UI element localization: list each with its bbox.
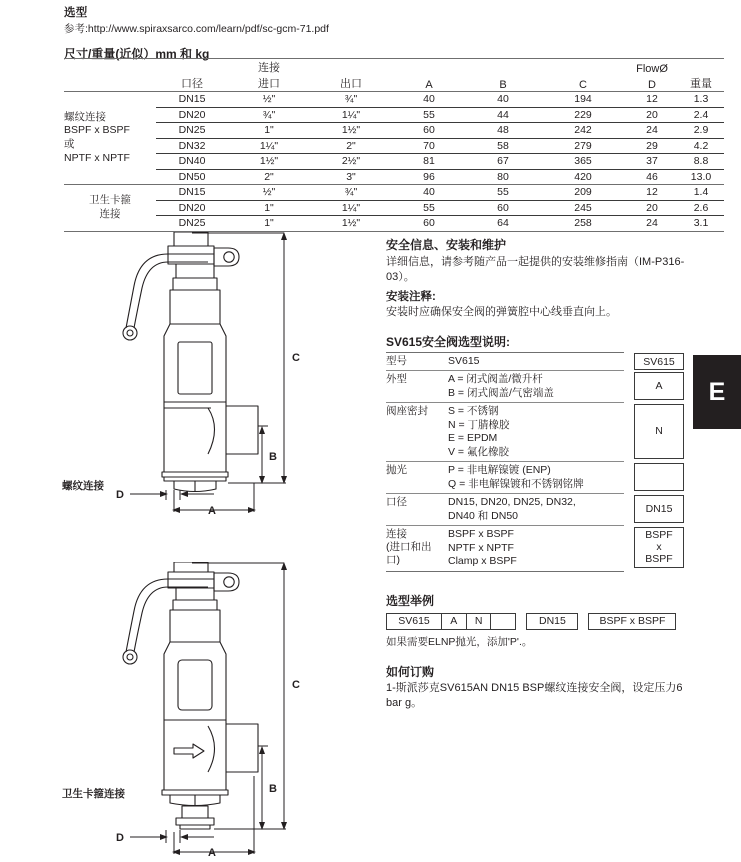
- example-cell: A: [441, 613, 467, 630]
- code-box-text: BSPF x BSPF: [645, 529, 673, 566]
- cell-outlet: 1½": [310, 216, 392, 232]
- table-row: [64, 200, 724, 216]
- cell-c: 209: [540, 185, 626, 201]
- clamp-valve-drawing: [96, 562, 366, 862]
- guide-value-line: BSPF x BSPF: [448, 528, 514, 540]
- cell-inlet: 1": [228, 216, 310, 232]
- example-cell: [490, 613, 516, 630]
- cell-inlet: ½": [228, 185, 310, 201]
- order-title: 如何订购: [386, 664, 435, 679]
- cell-a: 40: [392, 92, 466, 108]
- group-label-line: 或: [64, 138, 75, 150]
- table-row: [64, 123, 724, 139]
- code-box-text: DN15: [645, 502, 673, 515]
- guide-row-values: [448, 526, 624, 572]
- dim-label-a: A: [208, 505, 216, 517]
- cell-a: 96: [392, 169, 466, 185]
- table-row: [64, 107, 724, 123]
- guide-row-values: [448, 462, 624, 494]
- cell-c: 242: [540, 123, 626, 139]
- threaded-valve-svg: [96, 232, 366, 532]
- dimensions-table: [64, 58, 724, 233]
- example-cell: BSPF x BSPF: [588, 613, 676, 630]
- guide-row-label: [386, 494, 448, 526]
- table-row: [64, 216, 724, 232]
- guide-value-line: Q = 非电解镍镀和不锈钢铭牌: [448, 477, 584, 490]
- table-row: [64, 169, 724, 185]
- header-b: B: [499, 79, 507, 91]
- cell-c: 229: [540, 107, 626, 123]
- cell-size: DN20: [156, 200, 228, 216]
- header-d: D: [648, 79, 656, 91]
- cell-size: DN15: [156, 185, 228, 201]
- clamp-valve-svg: [96, 562, 366, 857]
- cell-d: 12: [626, 185, 678, 201]
- cell-a: 60: [392, 123, 466, 139]
- guide-table: [386, 352, 624, 576]
- cell-c: 279: [540, 138, 626, 154]
- example-spacer-1: [516, 613, 526, 630]
- guide-code-box: [634, 404, 684, 459]
- cell-size: DN20: [156, 107, 228, 123]
- example-cell: DN15: [526, 613, 578, 630]
- dim-label-d: D: [116, 489, 124, 501]
- cell-outlet: 1½": [310, 123, 392, 139]
- section-tab-e: [693, 355, 741, 429]
- guide-value-line: SV615: [448, 354, 480, 367]
- cell-inlet: ½": [228, 92, 310, 108]
- header-weight: 重量: [690, 78, 712, 90]
- dim-label-b2: B: [269, 783, 277, 795]
- guide-row-values: [448, 494, 624, 526]
- dim-label-a2: A: [208, 847, 216, 857]
- guide-row-label: [386, 462, 448, 494]
- guide-value-line: NPTF x NPTF: [448, 541, 514, 554]
- cell-inlet: ¾": [228, 107, 310, 123]
- cell-outlet: 1¼": [310, 200, 392, 216]
- cell-d: 20: [626, 200, 678, 216]
- table-row: [64, 154, 724, 170]
- header-flow-dia: FlowØ: [626, 59, 678, 76]
- install-body: 安装时应确保安全阀的弹簧腔中心线垂直向上。: [386, 306, 617, 318]
- order-body: 1-斯派莎克SV615AN DN15 BSP螺纹连接安全阀，设定压力6 bar g。: [386, 681, 683, 709]
- cell-b: 40: [466, 92, 540, 108]
- clamp-drawing-caption: 卫生卡箍连接: [62, 788, 125, 800]
- cell-size: DN25: [156, 216, 228, 232]
- cell-outlet: 2½": [310, 154, 392, 170]
- reference-label: 参考:: [64, 23, 88, 35]
- cell-a: 40: [392, 185, 466, 201]
- cell-size: DN32: [156, 138, 228, 154]
- cell-weight: 1.4: [678, 185, 724, 201]
- safety-title: 安全信息、安装和维护: [386, 238, 507, 252]
- selection-guide: [386, 333, 686, 576]
- guide-value-line: DN40 和 DN50: [448, 509, 519, 522]
- cell-weight: 8.8: [678, 154, 724, 170]
- group-label-line: BSPF x BSPF: [64, 124, 130, 137]
- selection-title: 选型: [64, 7, 88, 19]
- guide-row-label: [386, 371, 448, 403]
- guide-value-line: B = 闭式阀盖/气密端盖: [448, 386, 554, 399]
- guide-label-line: 抛光: [386, 464, 407, 476]
- guide-label-line: 连接: [386, 528, 407, 540]
- cell-inlet: 1½": [228, 154, 310, 170]
- cell-inlet: 2": [228, 169, 310, 185]
- cell-weight: 2.6: [678, 200, 724, 216]
- cell-b: 80: [466, 169, 540, 185]
- dimensions-title: 尺寸/重量(近似）mm 和 kg: [64, 47, 210, 61]
- cell-a: 55: [392, 107, 466, 123]
- guide-row-values: [448, 403, 624, 462]
- group-label-line: NPTF x NPTF: [64, 151, 130, 164]
- example-title: 选型举例: [386, 593, 435, 608]
- guide-code-box: [634, 353, 684, 370]
- dim-label-b: B: [269, 451, 277, 463]
- cell-b: 67: [466, 154, 540, 170]
- cell-b: 64: [466, 216, 540, 232]
- dim-label-c2: C: [292, 679, 300, 691]
- header-inlet: 进口: [258, 78, 280, 90]
- reference-url: http://www.spiraxsarco.com/learn/pdf/sc-gcm-71.pdf: [87, 23, 329, 35]
- reference-line: [64, 21, 724, 36]
- header-size: 口径: [181, 78, 203, 90]
- cell-c: 420: [540, 169, 626, 185]
- cell-c: 258: [540, 216, 626, 232]
- cell-d: 46: [626, 169, 678, 185]
- table-header-row-2: [64, 75, 724, 92]
- cell-c: 245: [540, 200, 626, 216]
- header-a: A: [425, 79, 433, 91]
- guide-value-line: N = 丁腈橡胶: [448, 418, 510, 431]
- cell-b: 44: [466, 107, 540, 123]
- cell-a: 55: [392, 200, 466, 216]
- guide-value-line: DN15, DN20, DN25, DN32,: [448, 496, 576, 508]
- table-row: [64, 138, 724, 154]
- guide-value-line: V = 氟化橡胶: [448, 445, 509, 458]
- guide-value-line: P = 非电解镍镀 (ENP): [448, 464, 551, 476]
- guide-row-values: [448, 352, 624, 371]
- cell-d: 12: [626, 92, 678, 108]
- guide-code-box: [634, 527, 684, 569]
- guide-code-box: [634, 372, 684, 400]
- example-group-connection: [588, 613, 676, 630]
- table-row: [64, 185, 724, 201]
- cell-inlet: 1¼": [228, 138, 310, 154]
- guide-label-line: 阀座密封: [386, 405, 428, 417]
- cell-d: 24: [626, 123, 678, 139]
- cell-size: DN25: [156, 123, 228, 139]
- guide-row: [386, 371, 624, 403]
- guide-row: [386, 462, 624, 494]
- guide-row: [386, 352, 624, 371]
- dim-label-d2: D: [116, 832, 124, 844]
- cell-weight: 1.3: [678, 92, 724, 108]
- example-cell: SV615: [386, 613, 442, 630]
- cell-b: 58: [466, 138, 540, 154]
- guide-label-line: 口径: [386, 496, 407, 508]
- guide-value-line: S = 不锈钢: [448, 405, 499, 417]
- example-group-size: [526, 613, 578, 630]
- dimensions-table-body: [64, 92, 724, 234]
- guide-row-label: [386, 403, 448, 462]
- guide-row: [386, 403, 624, 462]
- cell-outlet: 1¼": [310, 107, 392, 123]
- guide-title: SV615安全阀选型说明:: [386, 334, 511, 349]
- cell-size: DN15: [156, 92, 228, 108]
- install-title: 安装注释:: [386, 291, 436, 303]
- cell-outlet: 2": [310, 138, 392, 154]
- selection-header: [64, 4, 724, 62]
- dimensions-table-container: [64, 58, 724, 233]
- code-box-text: N: [655, 425, 663, 437]
- guide-label-line: 型号: [386, 354, 407, 367]
- cell-weight: 2.4: [678, 107, 724, 123]
- header-c: C: [579, 79, 587, 91]
- cell-inlet: 1": [228, 200, 310, 216]
- guide-code-box: [634, 495, 684, 523]
- table-row: [64, 92, 724, 108]
- cell-outlet: ¾": [310, 185, 392, 201]
- group-label-line: 卫生卡箍: [89, 194, 131, 207]
- example-note: 如果需要ELNP抛光，添加'P'.。: [386, 635, 533, 648]
- group-label-line: 连接: [99, 207, 121, 220]
- cell-d: 24: [626, 216, 678, 232]
- header-outlet: 出口: [340, 78, 362, 90]
- guide-row-label: [386, 352, 448, 371]
- guide-value-line: E = EPDM: [448, 432, 498, 444]
- cell-weight: 3.1: [678, 216, 724, 232]
- right-column: [386, 236, 686, 711]
- example-group-model: [386, 613, 516, 630]
- cell-c: 194: [540, 92, 626, 108]
- example-spacer-2: [578, 613, 588, 630]
- cell-outlet: ¾": [310, 92, 392, 108]
- guide-code-box: [634, 463, 684, 491]
- guide-table-body: [386, 352, 624, 576]
- row-group-label: [64, 185, 156, 232]
- cell-a: 60: [392, 216, 466, 232]
- cell-b: 60: [466, 200, 540, 216]
- guide-row-values: [448, 371, 624, 403]
- cell-b: 55: [466, 185, 540, 201]
- code-box-text: SV615: [643, 355, 675, 368]
- header-connection: 连接: [228, 59, 310, 76]
- guide-label-line: 外型: [386, 373, 407, 385]
- cell-inlet: 1": [228, 123, 310, 139]
- threaded-valve-drawing: [96, 232, 366, 537]
- cell-size: DN40: [156, 154, 228, 170]
- example-cell: N: [466, 613, 492, 630]
- cell-size: DN50: [156, 169, 228, 185]
- cell-a: 81: [392, 154, 466, 170]
- row-group-label: [64, 92, 156, 185]
- cell-b: 48: [466, 123, 540, 139]
- guide-value-line: Clamp x BSPF: [448, 555, 517, 567]
- guide-bottom-rule: [386, 571, 624, 576]
- guide-value-line: A = 闭式阀盖/微升杆: [448, 373, 543, 385]
- cell-d: 29: [626, 138, 678, 154]
- dim-label-c: C: [292, 352, 300, 364]
- safety-body: 详细信息，请参考随产品一起提供的安装维修指南（IM-P316-03）。: [386, 256, 685, 283]
- cell-weight: 13.0: [678, 169, 724, 185]
- threaded-drawing-caption: 螺纹连接: [62, 480, 104, 492]
- cell-weight: 4.2: [678, 138, 724, 154]
- cell-c: 365: [540, 154, 626, 170]
- code-box-text: A: [655, 379, 663, 392]
- rule: [386, 571, 624, 576]
- cell-d: 20: [626, 107, 678, 123]
- cell-a: 70: [392, 138, 466, 154]
- section-tab-label: E: [708, 377, 726, 406]
- cell-weight: 2.9: [678, 123, 724, 139]
- cell-d: 37: [626, 154, 678, 170]
- guide-row: [386, 526, 624, 572]
- group-label-line: 螺纹连接: [64, 110, 106, 123]
- cell-outlet: 3": [310, 169, 392, 185]
- example-code-row: [386, 613, 686, 630]
- guide-row-label: [386, 526, 448, 572]
- guide-label-line-2: (进口和出口): [386, 541, 432, 566]
- guide-row: [386, 494, 624, 526]
- table-header-row-1: [64, 59, 724, 76]
